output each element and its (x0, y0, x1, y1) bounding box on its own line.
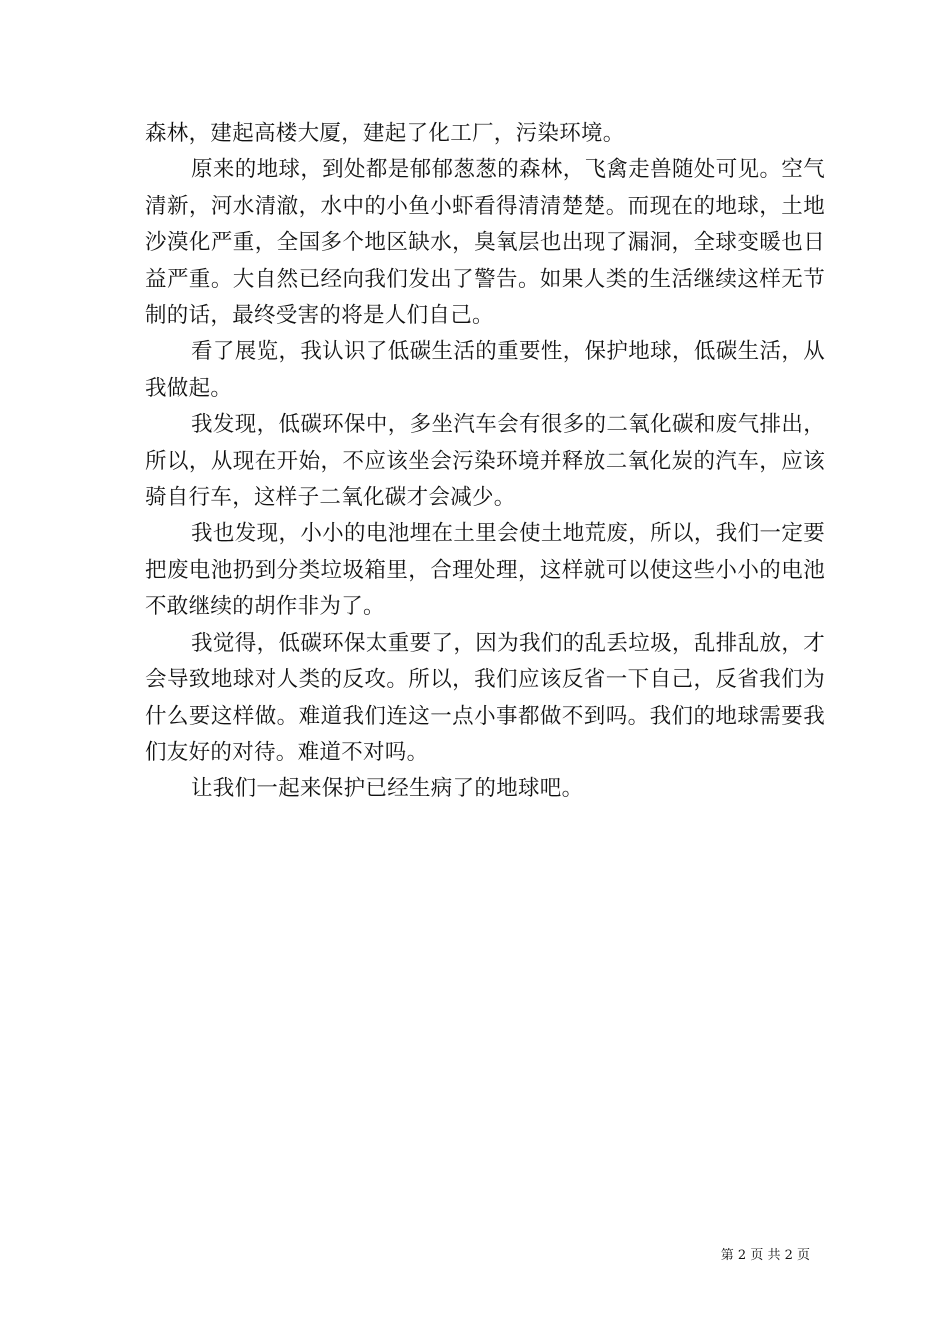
paragraph-5: 我也发现，小小的电池埋在土里会使土地荒废，所以，我们一定要把废电池扔到分类垃圾箱里，合理处理，这样就可以使这些小小的电池不敢继续的胡作非为了。 (145, 521, 825, 620)
paragraph-7: 让我们一起来保护已经生病了的地球吧。 (191, 776, 584, 802)
document-body (145, 116, 825, 808)
paragraph-3: 看了展览，我认识了低碳生活的重要性，保护地球，低碳生活，从我做起。 (145, 339, 825, 401)
page-number-footer: 第 2 页 共 2 页 (720, 1248, 810, 1263)
paragraph-4: 我发现，低碳环保中，多坐汽车会有很多的二氧化碳和废气排出，所以，从现在开始，不应该坐会污染环境并释放二氧化炭的汽车，应该骑自行车，这样子二氧化碳才会减少。 (145, 412, 825, 511)
paragraph-6: 我觉得，低碳环保太重要了，因为我们的乱丢垃圾，乱排乱放，才会导致地球对人类的反攻。所以，我们应该反省一下自己，反省我们为什么要这样做。难道我们连这一点小事都做不到吗。我们的地球需要我们友好的对待。难道不对吗。 (145, 630, 825, 765)
paragraph-1: 森林，建起高楼大厦，建起了化工厂，污染环境。 (145, 121, 625, 146)
paragraph-2: 原来的地球，到处都是郁郁葱葱的森林，飞禽走兽随处可见。空气清新，河水清澈，水中的小鱼小虾看得清清楚楚。而现在的地球，土地沙漠化严重，全国多个地区缺水，臭氧层也出现了漏洞，全球变暖也日益严重。大自然已经向我们发出了警告。如果人类的生活继续这样无节制的话，最终受害的将是人们自己。 (145, 157, 825, 329)
